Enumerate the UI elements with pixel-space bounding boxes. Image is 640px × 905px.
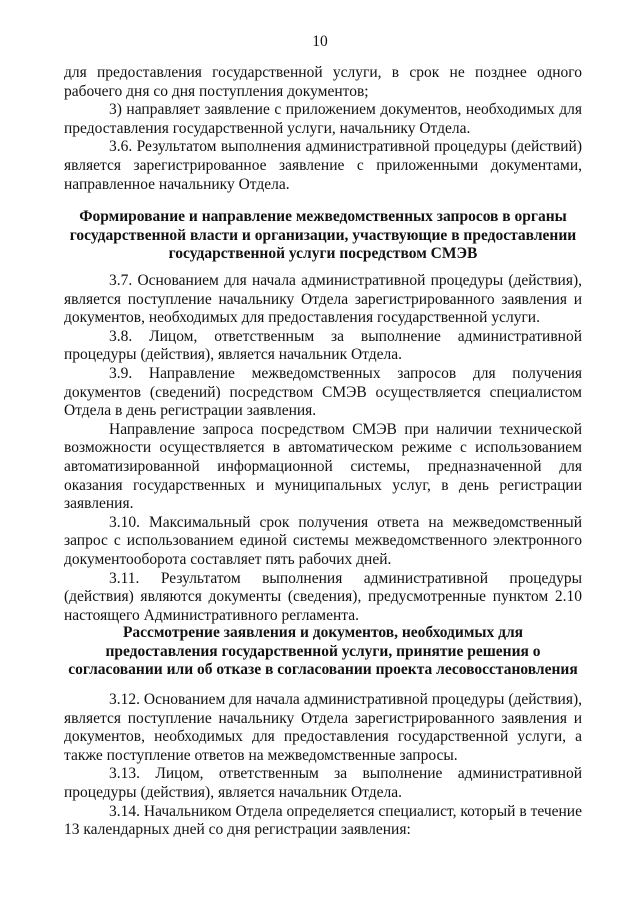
- section-heading-smev: [64, 208, 582, 264]
- paragraph: для предоставления государственной услуги, в срок не позднее одного рабочего дня со дня поступления документов;: [64, 64, 582, 100]
- heading-line: Рассмотрение заявления и документов, необходимых для: [122, 624, 524, 641]
- heading-line: государственной услуги посредством СМЭВ: [168, 245, 478, 263]
- section-heading-review: [64, 624, 582, 680]
- heading-line: согласовании или об отказе в согласовании проекта лесовосстановления: [68, 661, 578, 679]
- paragraph: 3.9. Направление межведомственных запросов для получения документов (сведений) посредством СМЭВ осуществляется специалистом Отдела в день регистрации заявления.: [64, 364, 582, 420]
- heading-line: предоставления государственной услуги, принятие решения о: [105, 642, 541, 660]
- paragraph: 3.13. Лицом, ответственным за выполнение административной процедуры (действия), является начальник Отдела.: [64, 765, 582, 801]
- paragraph: 3.10. Максимальный срок получения ответа на межведомственный запрос с использованием единой системы межведомственного электронного документооборота составляет пять рабочих дней.: [64, 513, 582, 568]
- page-number: 10: [312, 33, 328, 50]
- heading-line: государственной власти и организации, участвующие в предоставлении: [69, 226, 577, 244]
- paragraph: Направление запроса посредством СМЭВ при наличии технической возможности осуществляется в автоматическом режиме с использованием автоматизированной информационной системы, предназначенной для оказания государственных и муниципальных услуг, в день регистрации заявления.: [64, 420, 582, 513]
- heading-line: Формирование и направление межведомственных запросов в органы: [79, 208, 567, 225]
- paragraph: 3.8. Лицом, ответственным за выполнение административной процедуры (действия), является начальник Отдела.: [64, 327, 582, 364]
- text-block-intro: [64, 64, 582, 194]
- paragraph: 3.12. Основанием для начала административной процедуры (действия), является поступление начальнику Отдела зарегистрированного заявления и документов, необходимых для предоставления государственной услуги, а также поступление ответов на межведомственные запросы.: [64, 691, 582, 764]
- text-block-smev: [64, 272, 582, 625]
- paragraph: 3) направляет заявление с приложением документов, необходимых для предоставления государственной услуги, начальнику Отдела.: [64, 101, 582, 137]
- paragraph: 3.6. Результатом выполнения административной процедуры (действий) является зарегистрированное заявление с приложенными документами, направленное начальнику Отдела.: [64, 138, 582, 193]
- paragraph: 3.7. Основанием для начала административной процедуры (действия), является поступление начальнику Отдела зарегистрированного заявления и документов, необходимых для предоставления государственной услуги.: [64, 272, 582, 327]
- paragraph: 3.11. Результатом выполнения административной процедуры (действия) являются документы (сведения), предусмотренные пунктом 2.10 настоящего Административного регламента.: [64, 569, 582, 624]
- text-block-review: [64, 691, 582, 840]
- paragraph: 3.14. Начальником Отдела определяется специалист, который в течение 13 календарных дней со дня регистрации заявления:: [64, 802, 582, 839]
